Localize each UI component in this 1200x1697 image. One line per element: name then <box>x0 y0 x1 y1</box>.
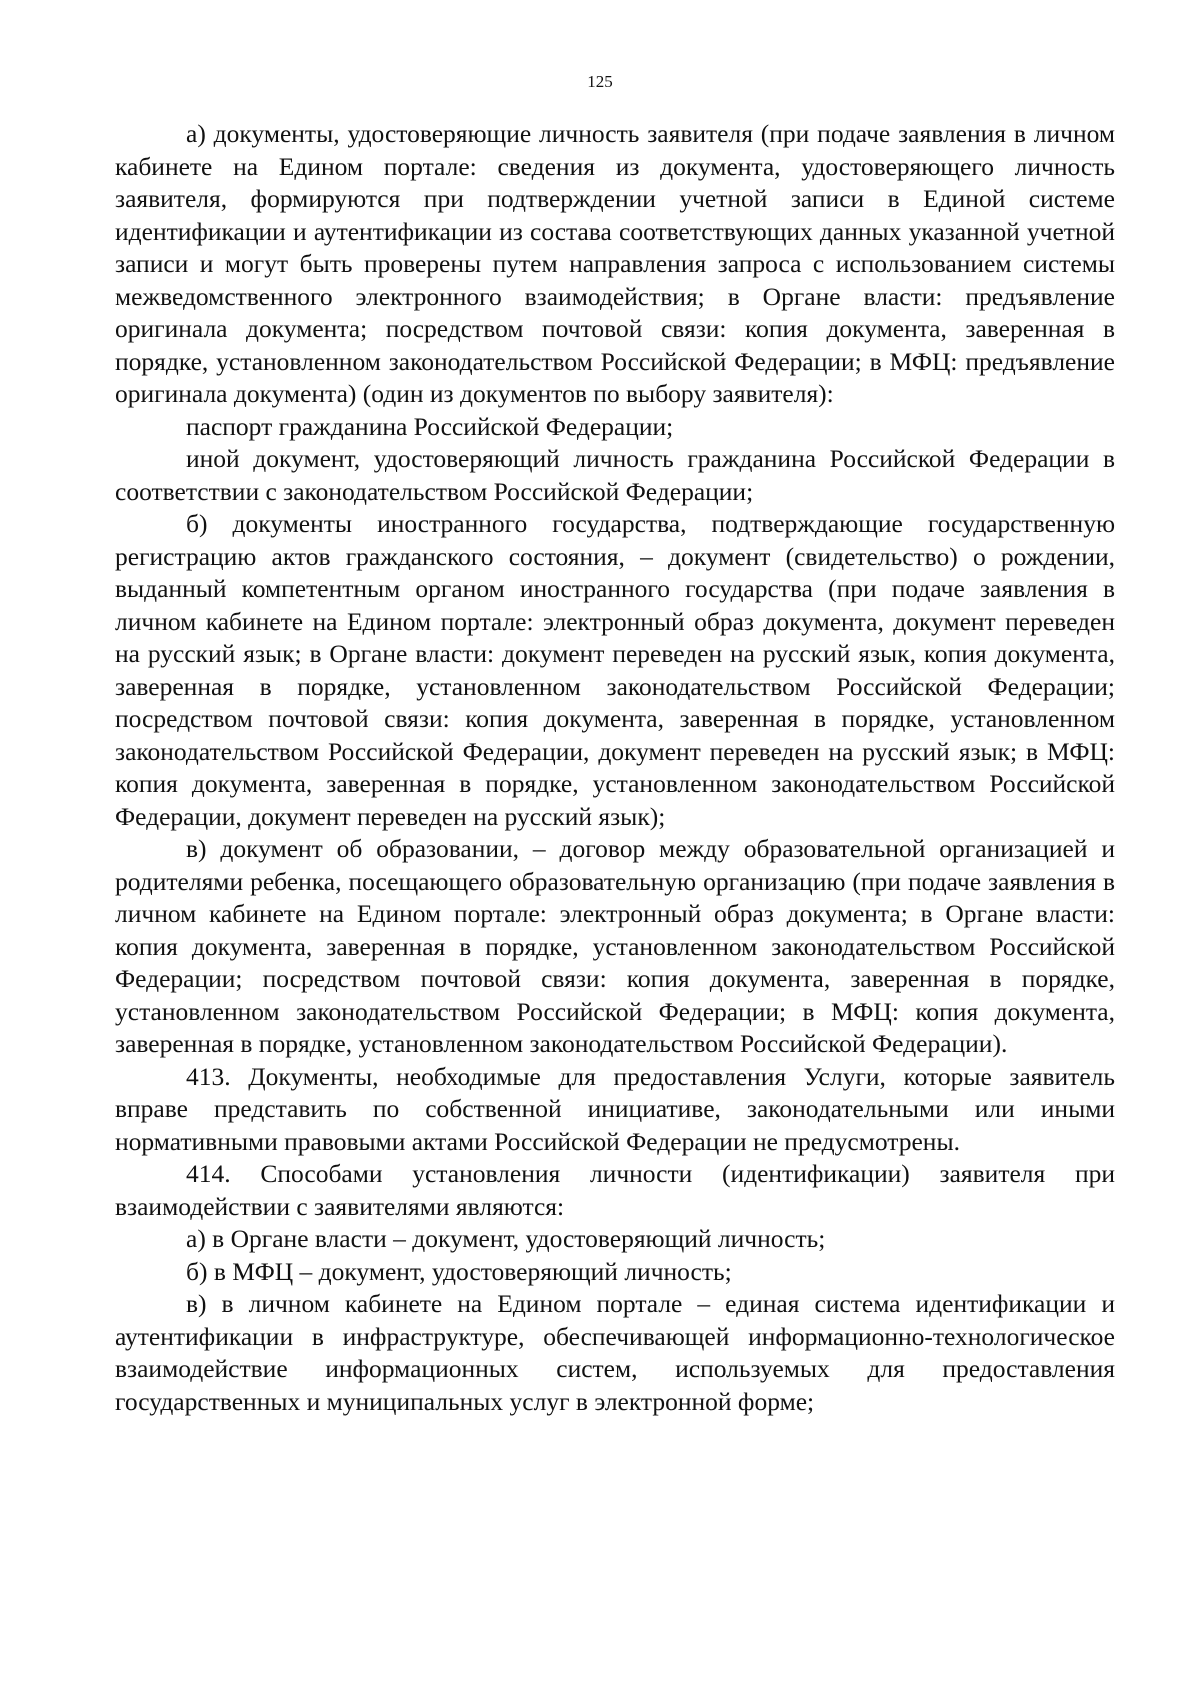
paragraph-414-c: в) в личном кабинете на Едином портале – единая система идентификации и аутентификации в инфраструктуре, обеспечивающей информационно-технологическое взаимодействие информационных систем, используемых для предоставления государственных и муниципальных услуг в электронной форме; <box>115 1289 1115 1416</box>
document-body <box>115 118 1115 1418</box>
paragraph-413: 413. Документы, необходимые для предоставления Услуги, которые заявитель вправе представить по собственной инициативе, законодательными или иными нормативными правовыми актами Российской Федерации не предусмотрены. <box>115 1061 1115 1156</box>
paragraph-other-identity-document: иной документ, удостоверяющий личность гражданина Российской Федерации в соответствии с законодательством Российской Федерации; <box>115 444 1115 506</box>
paragraph-414-b: б) в МФЦ – документ, удостоверяющий личность; <box>186 1256 732 1286</box>
paragraph-414: 414. Способами установления личности (идентификации) заявителя при взаимодействии с заявителями являются: <box>115 1159 1115 1221</box>
paragraph-a-identity-documents: а) документы, удостоверяющие личность заявителя (при подаче заявления в личном кабинете на Едином портале: сведения из документа, удостоверяющего личность заявителя, формируются при подтверждении учетной записи в Единой системе идентификации и аутентификации из состава соответствующих данных указанной учетной записи и могут быть проверены путем направления запроса с использованием системы межведомственного электронного взаимодействия; в Органе власти: предъявление оригинала документа; посредством почтовой связи: копия документа, заверенная в порядке, установленном законодательством Российской Федерации; в МФЦ: предъявление оригинала документа) (один из документов по выбору заявителя): <box>115 119 1115 408</box>
paragraph-passport: паспорт гражданина Российской Федерации; <box>186 411 674 441</box>
paragraph-c-education-document: в) документ об образовании, – договор между образовательной организацией и родителями ребенка, посещающего образовательную организацию (при подаче заявления в личном кабинете на Едином портале: электронный образ документа; в Органе власти: копия документа, заверенная в порядке, установленном законодательством Российской Федерации; посредством почтовой связи: копия документа, заверенная в порядке, установленном законодательством Российской Федерации; в МФЦ: копия документа, заверенная в порядке, установленном законодательством Российской Федерации). <box>115 834 1115 1058</box>
paragraph-b-foreign-documents: б) документы иностранного государства, подтверждающие государственную регистрацию актов гражданского состояния, – документ (свидетельство) о рождении, выданный компетентным органом иностранного государства (при подаче заявления в личном кабинете на Едином портале: электронный образ документа, документ переведен на русский язык; в Органе власти: документ переведен на русский язык, копия документа, заверенная в порядке, установленном законодательством Российской Федерации; посредством почтовой связи: копия документа, заверенная в порядке, установленном законодательством Российской Федерации, документ переведен на русский язык; в МФЦ: копия документа, заверенная в порядке, установленном законодательством Российской Федерации, документ переведен на русский язык); <box>115 509 1115 831</box>
paragraph-414-a: а) в Органе власти – документ, удостоверяющий личность; <box>186 1224 826 1253</box>
page-number: 125 <box>587 72 613 91</box>
